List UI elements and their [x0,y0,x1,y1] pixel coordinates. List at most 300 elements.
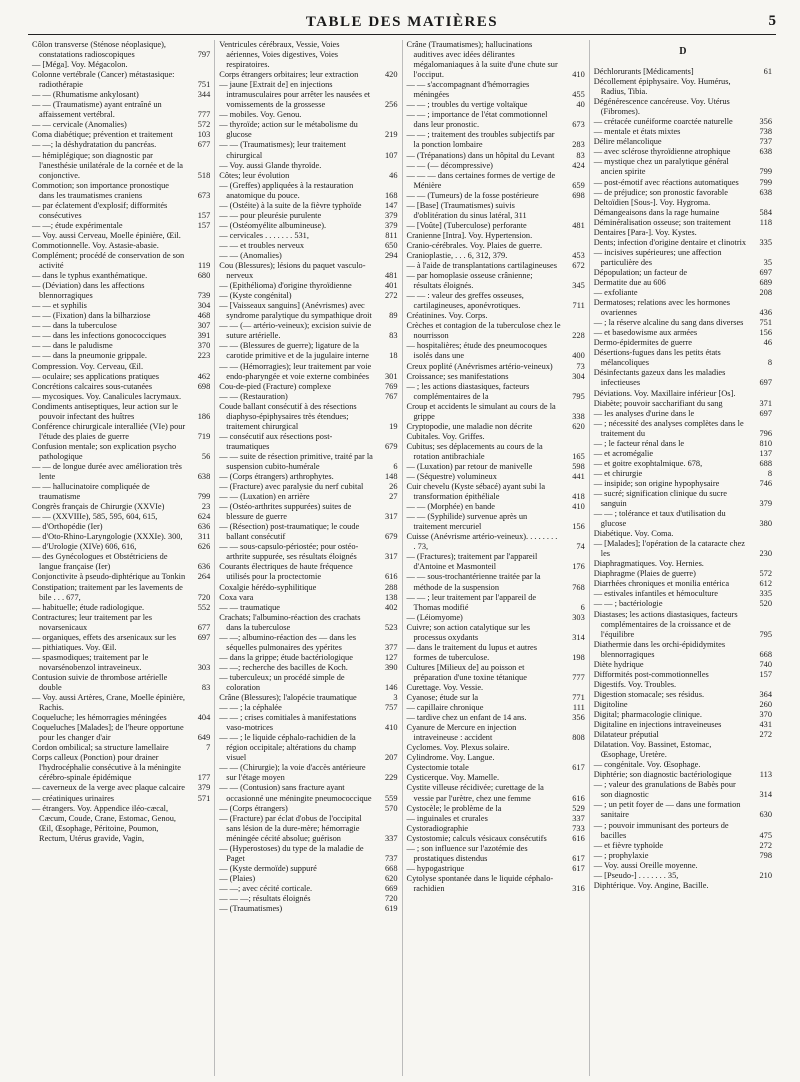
entry-text: Diphtérique. Voy. Angine, Bacille. [593,880,709,890]
entry-text: Coxa vara [219,592,254,602]
index-entry [407,402,585,422]
entry-text: — — suite de résection primitive, traité par la suspension cubito-humérale [219,451,373,471]
index-entry [407,372,585,382]
entry-text: Décollement épiphysaire. Voy. Humérus, Radius, Tibia. [593,77,731,97]
entry-page-number: 156 [759,328,772,338]
index-column-4 [589,40,776,1076]
entry-text: — — et syphilis [32,301,87,311]
index-entry [407,221,585,231]
index-entry [32,351,210,361]
entry-page-number: 337 [572,813,585,823]
entry-page-number: 529 [572,803,585,813]
index-entry [594,579,772,589]
entry-text: — dans la grippe; étude bactériologique [219,652,353,662]
index-entry [407,382,585,402]
entry-text: — — ; leur traitement par l'appareil de Thomas modifié [406,592,537,612]
entry-text: Cranienne [Intra]. Voy. Hypertension. [406,230,533,240]
entry-page-number: 441 [572,472,585,482]
entry-text: Colonne vertébrale (Cancer) métastasique: radiothérapie [32,70,175,90]
index-entry [407,40,585,80]
index-entry [407,804,585,814]
index-entry [407,241,585,251]
index-entry [594,740,772,760]
index-entry [407,783,585,803]
entry-page-number: 301 [384,371,398,381]
index-entry [594,157,772,177]
entry-text: — — de longue durée avec amélioration très lente [32,461,182,482]
entry-text: — mystique chez un paralytique général ancien spirite [593,157,729,177]
entry-page-number: 769 [384,381,398,391]
index-entry [594,318,772,328]
entry-page-number: 56 [201,451,211,461]
index-entry [594,569,772,579]
index-entry [594,77,772,97]
entry-page-number: 74 [576,542,585,552]
entry-page-number: 650 [384,240,398,250]
index-entry [594,67,772,77]
entry-text: — [Voûte] (Tuberculose) perforante [406,220,527,230]
index-entry [219,703,397,713]
index-entry [594,137,772,147]
entry-text: Diaphragme (Plaies de guerre) [593,569,696,579]
entry-text: Corps étrangers orbitaires; leur extraction [219,70,359,80]
entry-page-number: 720 [197,592,211,602]
entry-text: — ; le facteur rénal dans le [593,438,685,448]
index-column-1 [28,40,214,1076]
index-entry [594,278,772,288]
entry-text: — —; la déshydratation du pancréas. [32,140,157,150]
entry-text: — (Léiomyome) [406,612,463,622]
entry-page-number: 157 [197,210,211,220]
index-entry [594,800,772,820]
index-entry [219,171,397,181]
entry-text: — d'Urologie (XIVe) 606, 616, [32,542,137,552]
entry-text: — — ; crises comitiales à manifestations vaso-motrices [219,713,357,733]
entry-page-number: 410 [572,70,585,80]
entry-text: — (Corps étrangers) [219,803,288,813]
entry-text: — ; pouvoir immunisant des porteurs de bacilles [593,820,729,840]
index-entry [594,640,772,660]
entry-page-number: 148 [384,472,398,482]
index-entry [32,392,210,402]
entry-text: — avec sclérose thyroïdienne atrophique [593,147,731,157]
entry-page-number: 8 [767,468,772,478]
entry-text: — Voy. aussi Glande thyroïde. [219,160,322,170]
entry-text: Crâne (Blessures); l'alopécie traumatique [219,693,357,703]
entry-page-number: 19 [389,421,398,431]
index-entry [407,151,585,161]
entry-text: Crachats; l'albumino-réaction des crachats dans la tuberculose [219,612,361,632]
index-entry [219,341,397,361]
entry-page-number: 669 [384,883,398,893]
entry-text: Cou-de-pied (Fracture) complexe [219,381,331,391]
entry-text: — (Fractures); traitement par l'appareil d'Antoine et Masmonteil [406,552,538,572]
entry-page-number: 624 [197,512,211,522]
entry-text: Diète hydrique [593,659,644,669]
entry-text: — organiques, effets des arsenicaux sur les [32,632,177,642]
index-entry [594,680,772,690]
entry-text: Digitaline en injections intraveineuses [593,720,722,730]
entry-text: Complément; procédé de conservation de son activité [32,250,185,271]
entry-page-number: 799 [759,177,772,187]
entry-page-number: 698 [197,381,211,391]
entry-page-number: 402 [384,602,398,612]
entry-page-number: 698 [572,190,585,200]
index-entry [594,670,772,680]
entry-text: — (Kyste congénital) [219,291,292,301]
entry-text: — (Traumatismes) [219,904,283,914]
index-entry [407,80,585,100]
index-entry [32,251,210,271]
entry-text: — — dans les infections gonococciques [32,331,167,341]
index-entry [594,459,772,469]
entry-text: — ; les actions diastasiques, facteurs complémentaires de la [406,381,530,401]
entry-text: — Voy. aussi Artères, Crane, Moelle épinière, Rachis. [32,693,186,713]
index-entry [219,432,397,452]
index-entry [32,301,210,311]
entry-page-number: 719 [197,431,211,441]
entry-text: — — (XXVIIIe), 585, 595, 604, 615, [32,512,158,522]
entry-text: — (Résection) post-traumatique; le coude ballant consécutif [219,522,360,542]
index-entry [32,633,210,643]
index-entry [32,723,210,743]
index-entry [407,442,585,462]
entry-page-number: 404 [197,713,211,723]
entry-page-number: 737 [384,853,398,863]
index-entry [594,861,772,871]
entry-page-number: 46 [763,338,772,348]
entry-page-number: 40 [576,100,585,110]
index-entry [32,743,210,753]
index-entry [219,884,397,894]
entry-page-number: 616 [572,793,585,803]
index-entry [594,851,772,861]
entry-page-number: 356 [572,713,585,723]
entry-text: Creux poplité (Anévrismes artério-veineux) [406,361,553,371]
entry-text: — —; étude expérimentale [32,220,123,230]
entry-text: — étrangers. Voy. Appendice iléo-cæcal, Cæcum, Coude, Crane, Estomac, Genou, Œil, Œsophage, Péritoine, Poumon, Rectum, Utérus gravide, Vagin, [32,803,176,843]
index-entry [219,542,397,562]
entry-text: — à l'aide de transplantations cartilagineuses [406,261,557,271]
index-entry [594,218,772,228]
entry-text: Difformités post-commotionnelles [593,669,709,679]
entry-page-number: 668 [384,863,398,873]
entry-page-number: 379 [384,210,398,220]
entry-text: — —; avec cécité corticale. [219,883,313,893]
entry-page-number: 272 [759,840,772,850]
index-entry [32,603,210,613]
index-entry [407,130,585,150]
entry-page-number: 810 [759,438,772,448]
entry-text: — congénitale. Voy. Œsophage. [593,760,701,770]
entry-page-number: 668 [759,649,772,659]
entry-text: Coxalgie hérédo-syphilitique [219,582,317,592]
entry-page-number: 697 [759,378,772,388]
index-entry [594,419,772,439]
entry-page-number: 481 [384,271,398,281]
index-entry [594,147,772,157]
index-entry [594,97,772,117]
entry-page-number: 198 [572,652,585,662]
index-entry [407,432,585,442]
entry-page-number: 146 [384,683,398,692]
entry-text: — ; un petit foyer de — dans une formation sanitaire [593,800,741,820]
entry-text: Cystoradiographie [406,823,469,833]
entry-text: — incisives supérieures; une affection particulière des [593,247,722,267]
index-entry [594,338,772,348]
entry-page-number: 420 [384,70,398,80]
entry-page-number: 798 [759,850,772,860]
entry-text: Cylindrome. Voy. Langue. [406,753,495,763]
entry-page-number: 572 [197,120,211,130]
entry-text: — ; valeur des granulations de Babès pour son diagnostic [593,780,736,800]
entry-page-number: 410 [572,502,585,512]
index-entry [219,291,397,301]
index-entry [219,522,397,542]
index-entry [219,251,397,261]
entry-text: — — (— décompressive) [406,160,493,170]
index-entry [32,482,210,502]
entry-page-number: 401 [384,281,398,291]
index-entry [219,120,397,140]
entry-page-number: 630 [759,810,772,820]
entry-text: Déviations. Voy. Maxillaire inférieur [Os]. [593,388,736,398]
entry-page-number: 208 [759,288,772,298]
index-entry [32,40,210,60]
entry-page-number: 740 [759,659,772,669]
index-entry [32,804,210,844]
entry-text: — hémiplégique; son diagnostic par l'anesthésie unilatérale de la cornée et de la conjonctive. [32,150,183,180]
index-entry [407,100,585,110]
index-entry [594,599,772,609]
entry-text: — — ; bactériologie [593,599,663,609]
entry-text: — capillaire chronique [406,703,484,713]
index-entry [219,583,397,593]
entry-page-number: 156 [572,522,585,532]
entry-text: — — pour pleurésie purulente [219,210,322,220]
entry-text: — post-émotif avec réactions automatiques [593,177,739,187]
entry-text: — — (Contusion) sans fracture ayant occasionné une méningite pneumococcique [219,783,372,803]
index-entry [219,110,397,120]
entry-text: — exfoliante [593,288,638,298]
entry-page-number: 738 [759,127,772,137]
index-entry [407,753,585,763]
index-entry [219,562,397,582]
entry-page-number: 584 [759,207,772,217]
index-entry [32,532,210,542]
index-entry [32,552,210,572]
entry-page-number: 3 [393,693,398,703]
entry-page-number: 23 [201,502,211,512]
entry-text: Coqueluche; les hémorragies méningées [32,713,167,723]
entry-page-number: 8 [767,358,772,368]
entry-text: — — : valeur des greffes osseuses, cartilagineuses, aponévrotiques. [406,291,524,311]
entry-text: Cubitales. Voy. Griffes. [406,431,485,441]
entry-text: Cordon ombilical; sa structure lamellaire [32,743,169,753]
index-entry [594,479,772,489]
entry-text: — —; albumino-réaction des — dans les séquelles pulmonaires des ypérites [219,632,356,652]
entry-page-number: 771 [572,693,585,703]
entry-page-number: 228 [572,331,585,341]
index-entry [32,201,210,221]
index-entry [219,161,397,171]
index-entry [594,188,772,198]
entry-text: Corps calleux (Ponction) pour drainer l'hydrocéphalie consécutive à la méningite cérébro-spinale épidémique [32,753,181,783]
index-entry [407,291,585,311]
entry-page-number: 256 [384,100,398,110]
entry-text: — cervicales . . . . . . . 531, [219,230,309,240]
index-entry [594,489,772,509]
entry-page-number: 316 [572,883,585,893]
entry-page-number: 737 [759,137,772,147]
entry-text: Démangeaisons dans la rage humaine [593,207,720,217]
entry-page-number: 636 [197,522,211,532]
entry-page-number: 612 [759,579,772,589]
index-entry [219,362,397,382]
entry-page-number: 6 [580,602,585,612]
entry-text: — — dans la tuberculose [32,321,117,331]
entry-text: — —; recherche des bacilles de Koch. [219,662,348,672]
entry-page-number: 314 [572,632,585,642]
entry-page-number: 797 [197,50,211,60]
index-entry [407,422,585,432]
index-entry [219,80,397,110]
entry-page-number: 475 [759,830,772,840]
entry-page-number: 223 [197,351,211,361]
entry-page-number: 697 [197,632,211,642]
entry-text: — — (Hémorragies); leur traitement par voie endo-pharyngée et voie externe combinées [219,361,372,381]
entry-text: — et goitre exophtalmique. 678, [593,458,703,468]
index-entry [407,713,585,723]
entry-page-number: 680 [197,271,211,281]
entry-page-number: 620 [384,873,398,883]
entry-page-number: 571 [197,793,211,803]
entry-text: — et chirurgie [593,468,643,478]
index-entry [594,660,772,670]
entry-text: Délire mélancolique [593,137,662,147]
entry-text: Cytolyse spontanée dans le liquide céphalo-rachidien [406,873,554,893]
entry-page-number: 371 [759,398,772,408]
entry-page-number: 616 [572,833,585,843]
entry-page-number: 337 [384,833,398,843]
entry-page-number: 552 [197,602,211,612]
entry-page-number: 689 [759,277,772,287]
entry-page-number: 677 [197,140,211,150]
index-entry [407,201,585,221]
entry-text: — (Ostéite) à la suite de la fièvre typhoïde [219,200,362,210]
entry-text: — — ; troubles du vertige voltaïque [406,100,528,110]
entry-page-number: 679 [384,441,398,451]
index-entry [407,814,585,824]
entry-page-number: 617 [572,853,585,863]
entry-page-number: 73 [576,361,585,371]
entry-text: Congrès français de Chirurgie (XXVIe) [32,502,165,512]
entry-page-number: 379 [759,499,772,509]
index-entry [219,452,397,472]
entry-text: Coude ballant consécutif à des résections diaphyso-épiphysaires très étendues; traitement chirurgical [219,401,357,431]
entry-text: Deltoïdien [Sous-]. Voy. Hygroma. [593,197,711,207]
index-entry [407,844,585,864]
entry-page-number: 118 [759,217,772,227]
entry-page-number: 468 [197,311,211,321]
entry-page-number: 751 [759,318,772,328]
entry-text: — (Corps étrangers) arthrophytes. [219,472,334,482]
index-entry [32,60,210,70]
entry-text: Crâne (Traumatismes); hallucinations auditives avec idées délirantes mégalomaniaques à la suite d'une chute sur l'occiput. [406,40,558,80]
entry-text: Côlon transverse (Sténose néoplasique), constatations radioscopiques [32,40,166,60]
entry-page-number: 390 [384,662,398,672]
entry-text: — hospitalières; étude des pneumocoques isolés dans une [406,341,547,361]
entry-page-number: 272 [384,291,398,301]
entry-text: Conjonctivite à pseudo-diphtérique au Tonkin [32,572,186,582]
index-entry [219,693,397,703]
entry-page-number: 796 [759,428,772,438]
entry-text: Croup et accidents le simulant au cours de la grippe [406,401,556,421]
index-entry [594,469,772,479]
index-entry [219,904,397,914]
entry-page-number: 283 [572,140,585,150]
entry-page-number: 672 [572,261,585,271]
index-entry [32,221,210,231]
entry-text: — des Gynécologues et Obstétriciens de langue française (Ier) [32,552,168,572]
entry-text: — — (Morphée) en bande [406,502,496,512]
entry-page-number: 679 [384,532,398,542]
entry-page-number: 157 [759,669,772,679]
entry-text: Coqueluches [Malades]; de l'heure opportune pour les changer d'air [32,723,184,743]
index-entry [407,341,585,361]
entry-page-number: 186 [197,411,211,421]
index-entry [219,241,397,251]
entry-text: Dégénérescence cancéreuse. Voy. Utérus (Fibromes). [593,97,730,117]
index-entry [219,663,397,673]
index-entry [594,770,772,780]
entry-page-number: 455 [572,90,585,100]
entry-text: Dermatite due au 606 [593,277,666,287]
index-entry [407,834,585,844]
index-entry [594,509,772,529]
index-entry [594,760,772,770]
entry-page-number: 344 [197,90,211,100]
entry-page-number: 111 [572,703,585,713]
entry-page-number: 391 [197,331,211,341]
entry-text: — [Malades]; l'opération de la cataracte chez les [593,539,745,559]
entry-page-number: 294 [384,250,398,260]
index-entry [407,593,585,613]
entry-page-number: 370 [759,710,772,719]
index-entry [32,331,210,341]
index-entry [219,70,397,80]
index-entry [32,372,210,382]
entry-text: Cuir chevelu (Kyste sébacé) ayant subi la transformation épithéliale [406,482,546,502]
entry-text: Curettage. Voy. Vessie. [406,683,484,692]
entry-text: Digestion stomacale; ses résidus. [593,689,705,699]
entry-text: Déminéralisation osseuse; son traitement [593,217,731,227]
index-entry [32,151,210,181]
entry-text: — — (Restauration) [219,391,288,401]
index-entry [219,874,397,884]
entry-page-number: 356 [759,117,772,127]
entry-text: — — (Rhumatisme ankylosant) [32,90,139,100]
entry-text: Dermatoses; relations avec les hormones ovariennes [593,298,730,318]
entry-page-number: 799 [197,492,211,502]
entry-text: — — dans le paludisme [32,341,113,351]
index-entry [219,402,397,432]
index-entry [594,610,772,640]
index-entry [407,271,585,291]
entry-text: — — traumatique [219,602,280,612]
entry-text: Côtes; leur évolution [219,170,290,180]
entry-page-number: 176 [572,562,585,572]
